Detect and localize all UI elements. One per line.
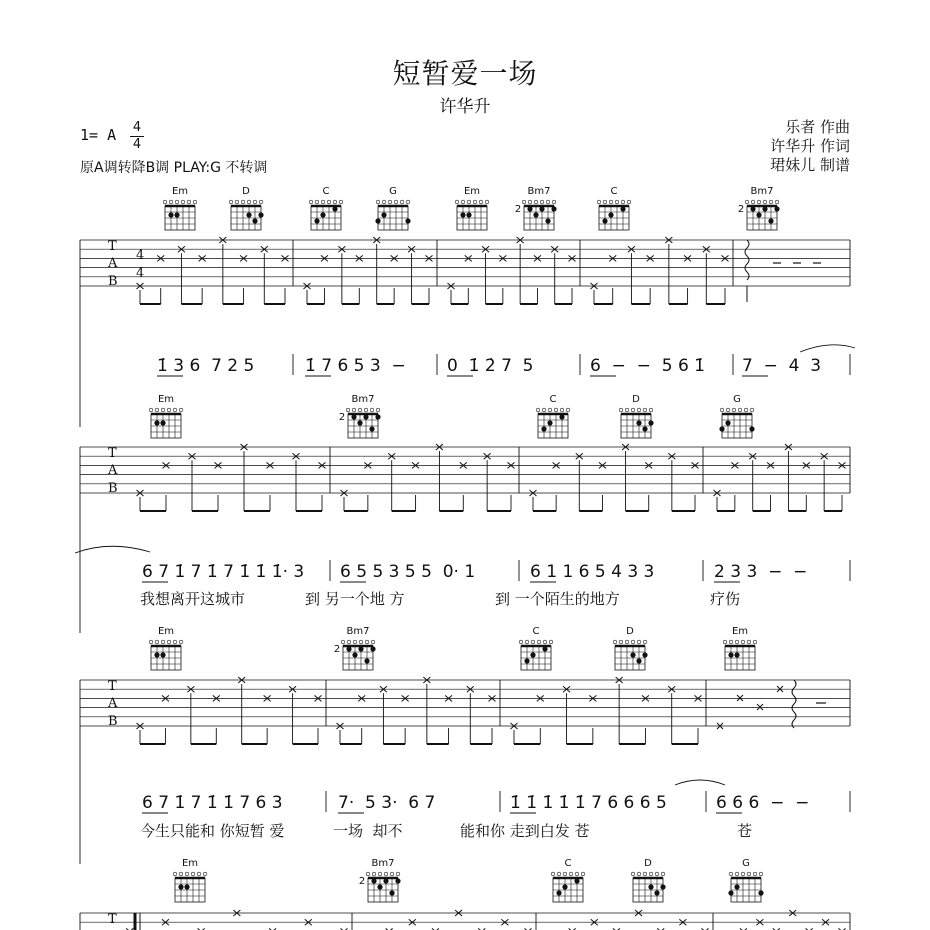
chord-diagram-bm7 <box>515 186 557 230</box>
key-signature: 1= A <box>80 126 117 144</box>
tab-label-t: T <box>108 912 117 927</box>
chord-name: C <box>610 186 618 197</box>
chord-diagram-d <box>229 186 263 230</box>
chord-name: C <box>549 394 557 405</box>
chord-diagram-c <box>519 626 553 670</box>
tab-label-b: B <box>108 481 118 496</box>
lyric-line: 今生只能和 你短暂 爱 <box>140 822 285 840</box>
jianpu-measure: 6 5 5 3 5 5 0· 1 <box>340 562 476 582</box>
chord-diagram-em <box>149 626 183 670</box>
chord-diagram-bm7 <box>738 186 780 230</box>
lyric-line: 我想离开这城市 <box>140 590 246 608</box>
chord-name: Em <box>157 626 175 637</box>
chord-name: D <box>242 186 250 197</box>
capo-note: 原A调转降B调 PLAY:G 不转调 <box>80 160 268 176</box>
jianpu-measure: 6 6 6 − − <box>716 793 810 813</box>
chord-name: Em <box>731 626 749 637</box>
credit-composer: 乐者 作曲 <box>785 118 850 136</box>
chord-diagram-g <box>719 394 754 438</box>
tab-time-bottom: 4 <box>136 266 145 281</box>
chord-diagram-d <box>619 394 653 438</box>
lyric-line: 到 一个陌生的地方 <box>495 590 620 608</box>
chord-diagram-c <box>536 394 570 438</box>
lyric-line: 苍 <box>737 822 753 840</box>
fret-number: 2 <box>514 204 522 215</box>
chord-name: C <box>564 858 572 869</box>
tie-slur <box>675 780 725 785</box>
lyric-line: 能和你 走到白发 苍 <box>460 822 590 840</box>
tab-label-b: B <box>108 274 118 289</box>
chord-name: Bm7 <box>371 858 395 869</box>
song-title: 短暂爱一场 <box>392 57 538 90</box>
tab-label-a: A <box>108 463 118 478</box>
chord-diagram-bm7 <box>359 858 401 902</box>
chord-name: Em <box>181 858 199 869</box>
chord-name: G <box>733 394 741 405</box>
tab-label-b: B <box>108 714 118 729</box>
chord-name: D <box>644 858 652 869</box>
fret-number: 2 <box>333 644 341 655</box>
chord-diagram-em <box>149 394 183 438</box>
credit-transcriber: 珺妹儿 制谱 <box>770 156 850 174</box>
chord-name: G <box>389 186 397 197</box>
time-top: 4 <box>132 120 142 135</box>
tab-label-t: T <box>108 446 117 461</box>
jianpu-measure: 1̇ 7 6 5 3 − <box>305 356 406 376</box>
tab-staff <box>80 910 850 930</box>
fret-number: 2 <box>737 204 745 215</box>
jianpu-measure: 7· 5 3· 6 7 <box>338 793 436 813</box>
chord-name: Em <box>171 186 189 197</box>
tab-label-t: T <box>108 679 117 694</box>
chord-diagram-bm7 <box>334 626 376 670</box>
tab-label-t: T <box>108 239 117 254</box>
lyric-line: 一场 却不 <box>333 822 403 840</box>
chord-diagram-g <box>375 186 410 230</box>
tab-label-a: A <box>108 696 118 711</box>
chord-diagram-em <box>173 858 207 902</box>
lyric-line: 到 另一个地 方 <box>305 590 405 608</box>
chord-diagram-d <box>613 626 647 670</box>
chord-diagram-g <box>728 858 763 902</box>
tie-slur <box>800 345 855 352</box>
chord-diagram-em <box>163 186 197 230</box>
chord-diagram-c <box>597 186 631 230</box>
song-artist: 许华升 <box>439 97 491 117</box>
tab-time-top: 4 <box>136 248 145 263</box>
jianpu-measure: 1̇ 3 6 7 2 5 <box>157 356 255 376</box>
chord-name: D <box>632 394 640 405</box>
lyric-line: 疗伤 <box>710 590 741 608</box>
tie-slur <box>75 546 150 553</box>
chord-name: D <box>626 626 634 637</box>
chord-diagram-em <box>455 186 489 230</box>
credit-lyricist: 许华升 作词 <box>770 137 850 155</box>
chord-name: C <box>322 186 330 197</box>
chord-diagram-c <box>551 858 585 902</box>
jianpu-measure: 6 1 1 6 5 4 3 3 <box>530 562 655 582</box>
jianpu-measure: 1̇ 1̇ 1̇ 1̇ 1̇ 7 6 6 6 5 <box>510 793 667 813</box>
chord-diagram-em <box>723 626 757 670</box>
jianpu-measure: 2 3 3 − − <box>714 562 808 582</box>
jianpu-measure: 0 1̇ 2̇ 7 5 <box>447 356 534 376</box>
jianpu-measure: 6 − − 5 6 1̇ <box>590 356 705 376</box>
chord-diagram-d <box>631 858 665 902</box>
jianpu-measure: 7 − 4 3 <box>742 356 822 376</box>
fret-number: 2 <box>338 412 346 423</box>
jianpu-measure: 6 7 1̇ 7 1̇ 7 1̇ 1̇ 1̇· 3 <box>142 562 305 582</box>
chord-name: Bm7 <box>527 186 551 197</box>
chord-name: Bm7 <box>346 626 370 637</box>
fret-number: 2 <box>358 876 366 887</box>
chord-diagram-c <box>309 186 343 230</box>
time-bottom: 4 <box>132 137 142 152</box>
tab-label-a: A <box>108 256 118 271</box>
chord-name: Em <box>463 186 481 197</box>
jianpu-measure: 6 7 1̇ 7 1̇ 1̇ 7 6 3 <box>142 793 283 813</box>
chord-diagram-bm7 <box>339 394 381 438</box>
chord-name: Bm7 <box>351 394 375 405</box>
chord-name: C <box>532 626 540 637</box>
chord-name: Bm7 <box>750 186 774 197</box>
chord-name: Em <box>157 394 175 405</box>
chord-name: G <box>742 858 750 869</box>
